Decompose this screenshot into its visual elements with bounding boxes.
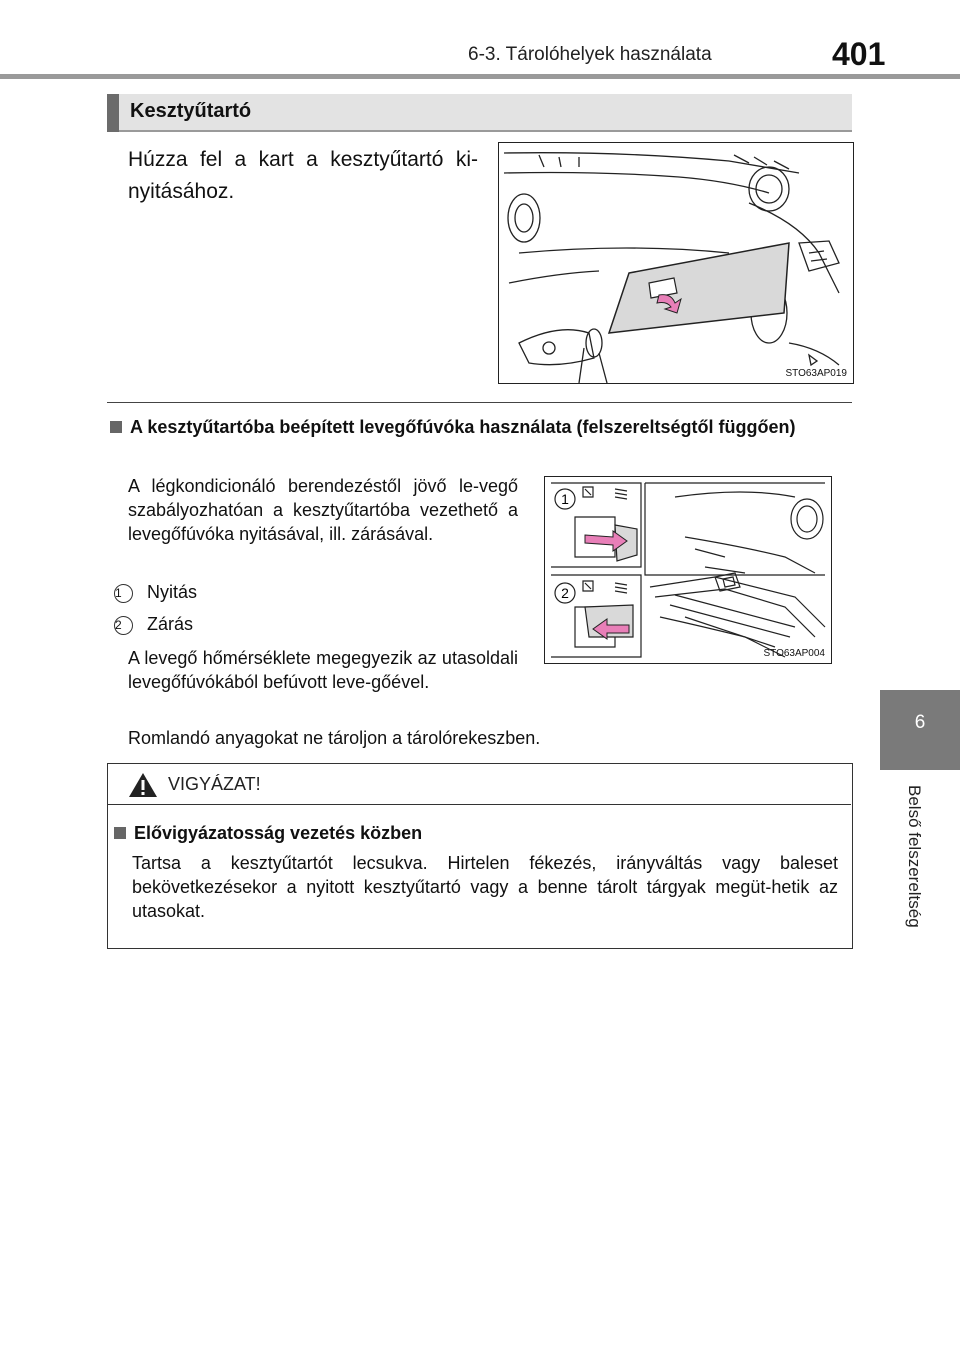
chapter-label-wrap: [870, 775, 960, 965]
list-item-close-label: Zárás: [147, 614, 194, 634]
subsection-paragraph: A légkondicionáló berendezéstől jövő le-vegő szabályozhatóan a kesztyűtartóba vezethető a levegőfúvóka nyitásával, ill. zárásával.: [128, 476, 518, 544]
figure-air-vent: [544, 476, 832, 664]
bullet-square-icon: [110, 421, 122, 433]
section-divider: [107, 402, 852, 403]
list-number-2: 2: [114, 616, 133, 635]
callout-2: 2: [561, 585, 569, 601]
caution-text: Tartsa a kesztyűtartót lecsukva. Hirtelen fékezés, irányváltás vagy baleset bekövetkezésekor a nyitott kesztyűtartó vagy a benne tárolt tárgyak megüt-hetik az utasokat.: [132, 853, 838, 921]
storage-note: Romlandó anyagokat ne tároljon a tárolórekeszben.: [128, 728, 541, 748]
page-number: 401: [832, 36, 886, 72]
subsection-heading-text: A kesztyűtartóba beépített levegőfúvóka használata (felszereltségtől függően): [130, 417, 796, 437]
chapter-label: Belső felszereltség: [905, 785, 924, 928]
figure-glovebox-lever: [498, 142, 854, 384]
figure1-code: STO63AP019: [785, 368, 847, 379]
warning-triangle-icon: [128, 772, 158, 798]
caution-bullet-icon: [114, 827, 126, 839]
list-item-close: [114, 612, 193, 636]
caution-title: VIGYÁZAT!: [168, 774, 261, 794]
subsection-heading: [110, 415, 854, 439]
glovebox-illustration: [499, 143, 853, 383]
list-item-open-label: Nyitás: [147, 582, 198, 602]
list-number-1: 1: [114, 584, 133, 603]
air-vent-illustration: [545, 477, 831, 663]
caution-subheading: [114, 823, 422, 844]
list-item-open: [114, 580, 197, 604]
chapter-number: 6: [914, 712, 926, 733]
section-intro: Húzza fel a kart a kesztyűtartó ki-nyitásához.: [128, 148, 478, 203]
glovebox-door: [609, 243, 789, 333]
figure2-code: STO63AP004: [763, 648, 825, 659]
caution-subheading-text: Elővigyázatosság vezetés közben: [134, 823, 423, 843]
section-title: Kesztyűtartó: [130, 100, 252, 122]
running-header-title: 6-3. Tárolóhelyek használata: [468, 44, 712, 65]
callout-1: 1: [561, 491, 569, 507]
section-title-accent: [107, 94, 119, 132]
header-rule: [0, 74, 960, 79]
temperature-note: A levegő hőmérséklete megegyezik az utasoldali levegőfúvókából befúvott leve-gőével.: [128, 648, 518, 692]
